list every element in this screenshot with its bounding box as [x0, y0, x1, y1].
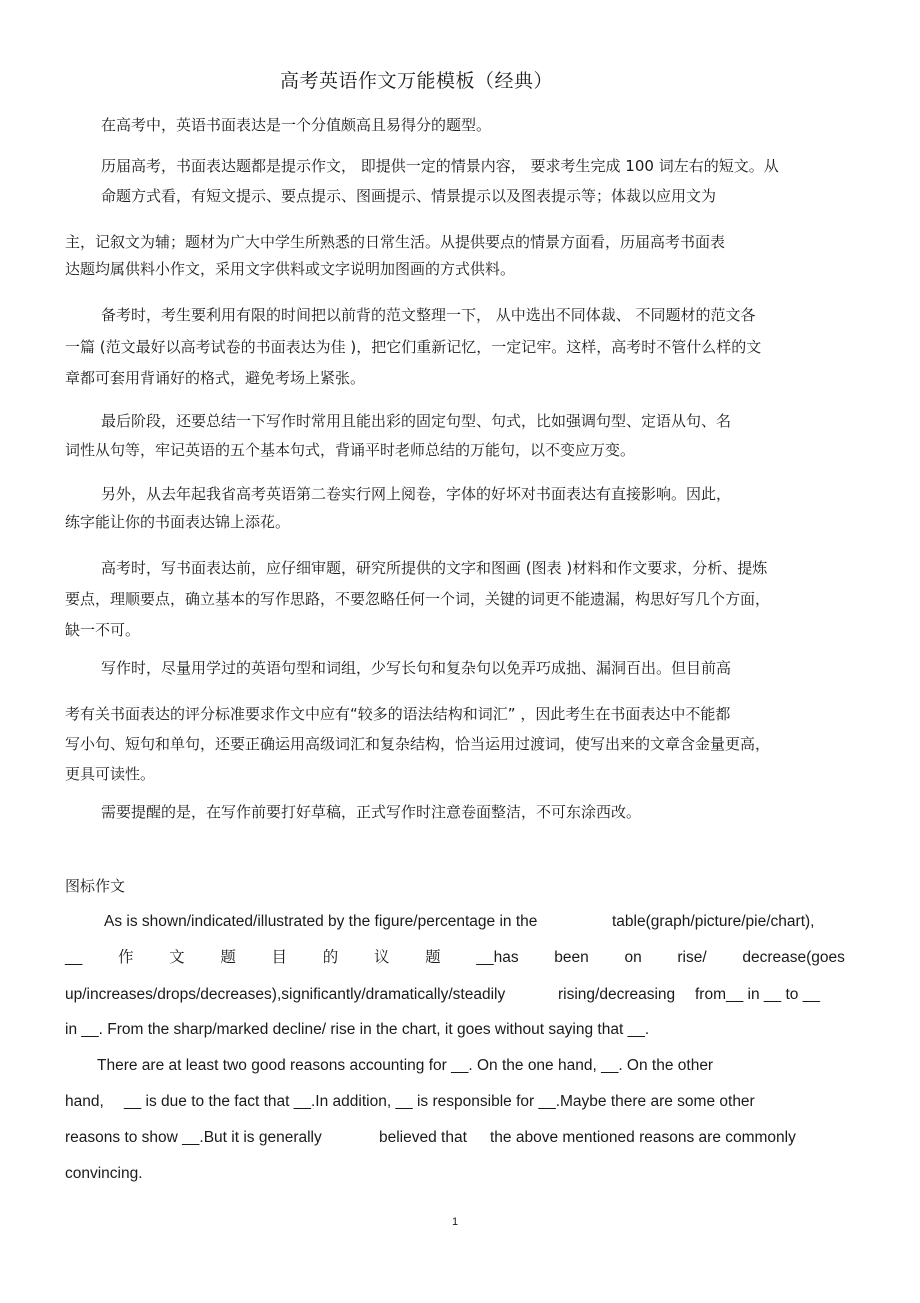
word: 目	[271, 949, 288, 966]
text-line: 考有关书面表达的评分标准要求作文中应有“较多的语法结构和词汇” ，因此考生在书面表达中不能都	[65, 705, 731, 723]
text-line: 更具可读性。	[65, 765, 156, 783]
text-line: 写作时，尽量用学过的英语句型和词组，少写长句和复杂句以免弄巧成拙、漏洞百出。但目前高	[101, 659, 732, 677]
word: 的	[322, 949, 339, 966]
text-line: 需要提醒的是，在写作前要打好草稿，正式写作时注意卷面整洁，不可东涂西改。	[101, 803, 642, 821]
text-line: 词性从句等，牢记英语的五个基本句式，背诵平时老师总结的万能句，以不变应万变。	[65, 441, 636, 459]
text-line: up/increases/drops/decreases),significantly/dramatically/steadily	[65, 986, 506, 1003]
word: decrease(goes	[742, 949, 845, 966]
text-line: hand,	[65, 1093, 104, 1110]
text-line: 练字能让你的书面表达锦上添花。	[65, 513, 291, 531]
text-line: As is shown/indicated/illustrated by the figure/percentage in the	[104, 913, 538, 930]
text-line: 最后阶段，还要总结一下写作时常用且能出彩的固定句型、句式，比如强调句型、定语从句、名	[101, 412, 732, 430]
text-line: 历届高考，书面表达题都是提示作文， 即提供一定的情景内容， 要求考生完成 100 词左右的短文。从	[101, 157, 779, 175]
text-line: __ is due to the fact that __.In addition, __ is responsible for __.Maybe there are some other	[124, 1093, 755, 1110]
text-line: 章都可套用背诵好的格式，避免考场上紧张。	[65, 369, 366, 387]
text-line: 备考时，考生要利用有限的时间把以前背的范文整理一下， 从中选出不同体裁、 不同题材的范文各	[101, 306, 756, 324]
word: 作	[117, 949, 134, 966]
word: 议	[373, 949, 390, 966]
text-line: 另外，从去年起我省高考英语第二卷实行网上阅卷，字体的好坏对书面表达有直接影响。因此，	[101, 485, 732, 503]
word: 题	[220, 949, 236, 966]
text-line: 缺一不可。	[65, 621, 141, 639]
text-line: 达题均属供料小作文，采用文字供料或文字说明加图画的方式供料。	[65, 260, 516, 278]
text-line: 要点，理顺要点，确立基本的写作思路，不要忽略任何一个词，关键的词更不能遗漏，构思好写几个方面，	[65, 590, 771, 608]
word: __has	[476, 949, 519, 966]
justified-line	[65, 948, 845, 968]
word: 文	[169, 949, 185, 966]
word: on	[624, 949, 642, 966]
text-line: the above mentioned reasons are commonly	[490, 1129, 796, 1146]
word: been	[554, 949, 589, 966]
text-line: table(graph/picture/pie/chart),	[612, 913, 815, 930]
text-line: 高考时，写书面表达前，应仔细审题，研究所提供的文字和图画 (图表 )材料和作文要求，分析、提炼	[101, 559, 768, 577]
text-line: reasons to show __.But it is generally	[65, 1129, 322, 1146]
word: 题	[425, 949, 441, 966]
document-title: 高考英语作文万能模板（经典）	[280, 70, 554, 92]
text-line: 命题方式看，有短文提示、要点提示、图画提示、情景提示以及图表提示等；体裁以应用文为	[101, 187, 717, 205]
word: __	[65, 949, 83, 966]
text-line: 主，记叙文为辅；题材为广大中学生所熟悉的日常生活。从提供要点的情景方面看，历届高考书面表	[65, 233, 726, 251]
text-line: rising/decreasing	[558, 986, 676, 1003]
text-line: There are at least two good reasons accounting for __. On the one hand, __. On the other	[97, 1057, 714, 1074]
text-line: 一篇 (范文最好以高考试卷的书面表达为佳 )，把它们重新记忆，一定记牢。这样，高考时不管什么样的文	[65, 338, 762, 356]
text-line: from__ in __ to __	[695, 986, 820, 1003]
text-line: believed that	[379, 1129, 467, 1146]
section-heading: 图标作文	[65, 877, 126, 895]
text-line: in __. From the sharp/marked decline/ rise in the chart, it goes without saying that __.	[65, 1021, 650, 1038]
word: rise/	[677, 949, 707, 966]
text-line: 在高考中，英语书面表达是一个分值颇高且易得分的题型。	[101, 116, 492, 134]
text-line: convincing.	[65, 1165, 143, 1182]
page-number: 1	[452, 1216, 459, 1228]
text-line: 写小句、短句和单句，还要正确运用高级词汇和复杂结构，恰当运用过渡词，使写出来的文章含金量更高，	[65, 735, 771, 753]
